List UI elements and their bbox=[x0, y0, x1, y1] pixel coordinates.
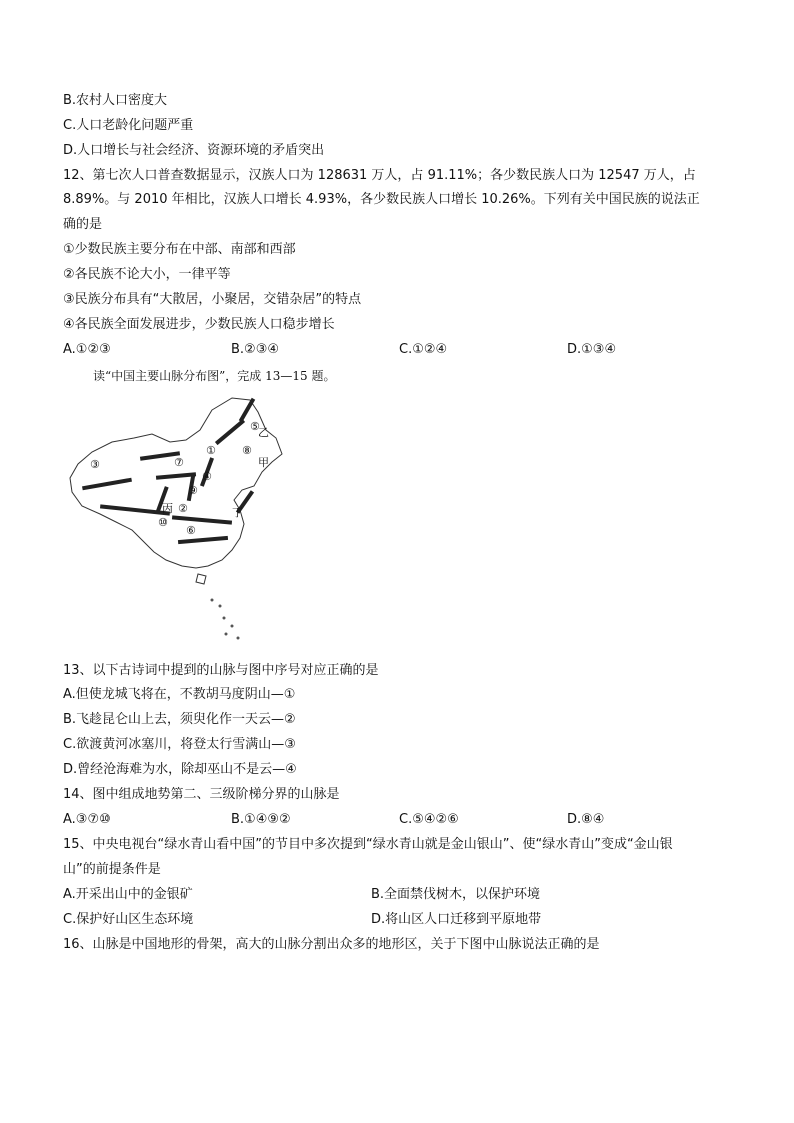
q15-option-a[interactable]: A.开采出山中的金银矿 bbox=[63, 887, 193, 902]
q15-option-b[interactable]: B.全面禁伐树木，以保护环境 bbox=[371, 887, 541, 902]
q15-stem-line-2: 山”的前提条件是 bbox=[63, 862, 161, 877]
map-label-1: ① bbox=[206, 444, 216, 457]
mountain-symbols bbox=[82, 398, 255, 544]
map-label-jia: 甲 bbox=[258, 456, 269, 469]
q14-stem: 14、图中组成地势第二、三级阶梯分界的山脉是 bbox=[63, 787, 340, 802]
hainan-island bbox=[196, 574, 206, 584]
south-sea-islands bbox=[211, 599, 240, 640]
china-mountains-map bbox=[62, 390, 292, 652]
q12-option-d[interactable]: D.①③④ bbox=[567, 342, 617, 357]
q13-stem: 13、以下古诗词中提到的山脉与图中序号对应正确的是 bbox=[63, 663, 379, 678]
map-label-5: ⑤ bbox=[250, 420, 260, 433]
map-intro: 读“中国主要山脉分布图”，完成 13—15 题。 bbox=[93, 369, 336, 383]
q12-option-c[interactable]: C.①②④ bbox=[399, 342, 448, 357]
q15-option-c[interactable]: C.保护好山区生态环境 bbox=[63, 912, 194, 927]
q12-option-a[interactable]: A.①②③ bbox=[63, 342, 111, 357]
q14-option-c[interactable]: C.⑤④②⑥ bbox=[399, 812, 459, 827]
q13-option-c[interactable]: C.欲渡黄河冰塞川，将登太行雪满山—③ bbox=[63, 737, 296, 752]
q16-stem: 16、山脉是中国地形的骨架，高大的山脉分割出众多的地形区，关于下图中山脉说法正确的是 bbox=[63, 937, 600, 952]
q13-option-b[interactable]: B.飞趁昆仑山上去，须臾化作一天云—② bbox=[63, 712, 296, 727]
map-label-yi: 乙 bbox=[258, 426, 269, 439]
prev-option-b: B.农村人口密度大 bbox=[63, 93, 168, 108]
q12-stem-line-3: 确的是 bbox=[63, 217, 103, 232]
map-label-2: ② bbox=[178, 502, 188, 515]
q14-option-a[interactable]: A.③⑦⑩ bbox=[63, 812, 111, 827]
q14-option-b[interactable]: B.①④⑨② bbox=[231, 812, 291, 827]
q14-option-d[interactable]: D.⑧④ bbox=[567, 812, 605, 827]
q13-option-a[interactable]: A.但使龙城飞将在，不教胡马度阴山—① bbox=[63, 687, 296, 702]
q12-statement-1: ①少数民族主要分布在中部、南部和西部 bbox=[63, 242, 296, 257]
map-label-7: ⑦ bbox=[174, 456, 184, 469]
q12-statement-4: ④各民族全面发展进步，少数民族人口稳步增长 bbox=[63, 317, 335, 332]
map-label-9: ⑨ bbox=[188, 484, 198, 497]
prev-option-c: C.人口老龄化问题严重 bbox=[63, 118, 194, 133]
q13-option-d[interactable]: D.曾经沧海难为水，除却巫山不是云—④ bbox=[63, 762, 297, 777]
q15-option-d[interactable]: D.将山区人口迁移到平原地带 bbox=[371, 912, 542, 927]
q15-stem-line-1: 15、中央电视台“绿水青山看中国”的节目中多次提到“绿水青山就是金山银山”、使“绿水青山”变成“金山银 bbox=[63, 837, 673, 852]
q12-statement-2: ②各民族不论大小，一律平等 bbox=[63, 267, 231, 282]
map-label-4: ④ bbox=[202, 470, 212, 483]
map-label-10: ⑩ bbox=[158, 516, 168, 529]
q12-stem-line-1: 12、第七次人口普查数据显示，汉族人口为 128631 万人，占 91.11%；各少数民族人口为 12547 万人，占 bbox=[63, 168, 696, 183]
q12-stem-line-2: 8.89%。与 2010 年相比，汉族人口增长 4.93%，各少数民族人口增长 10.26%。下列有关中国民族的说法正 bbox=[63, 192, 700, 207]
prev-option-d: D.人口增长与社会经济、资源环境的矛盾突出 bbox=[63, 143, 325, 158]
map-label-8: ⑧ bbox=[242, 444, 252, 457]
map-label-3: ③ bbox=[90, 458, 100, 471]
map-label-6: ⑥ bbox=[186, 524, 196, 537]
map-label-ding: 丁 bbox=[232, 506, 243, 519]
map-label-bing: 丙 bbox=[162, 502, 173, 515]
q12-option-b[interactable]: B.②③④ bbox=[231, 342, 280, 357]
q12-statement-3: ③民族分布具有“大散居，小聚居，交错杂居”的特点 bbox=[63, 292, 362, 307]
